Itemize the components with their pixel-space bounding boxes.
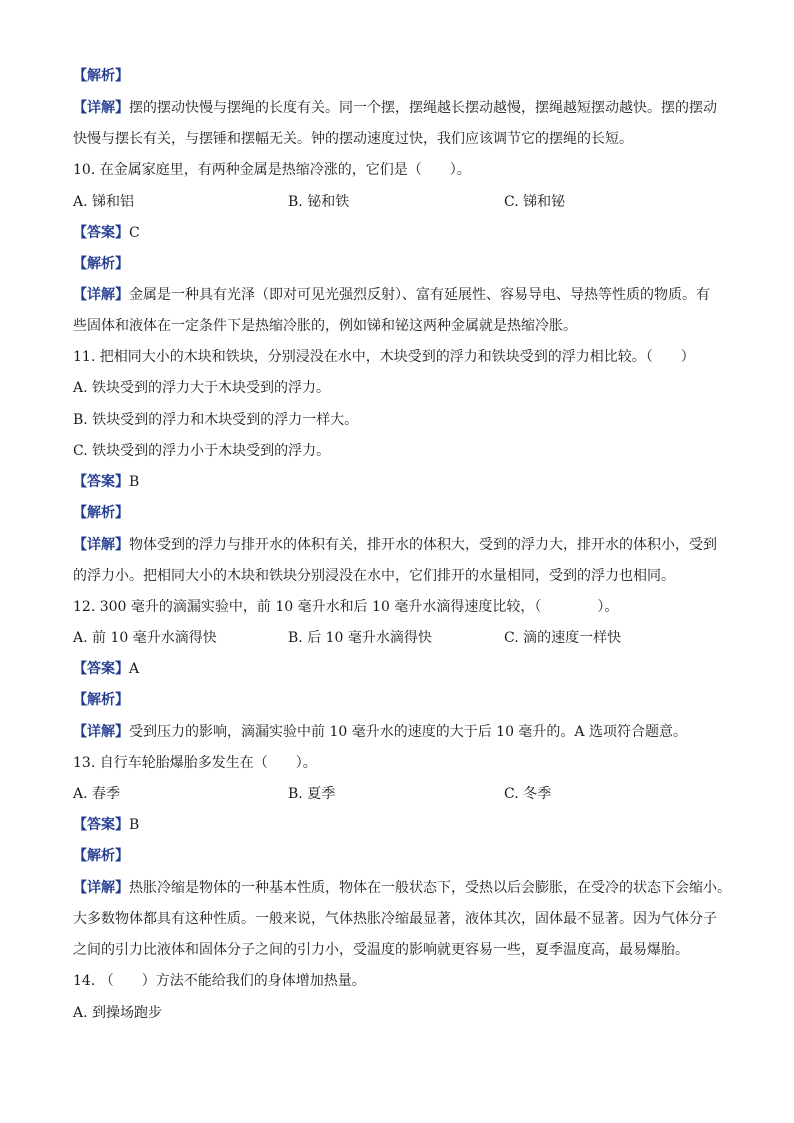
option-c: C. 锑和铋 (504, 194, 566, 210)
explanation-line: 大多数物体都具有这种性质。一般来说，气体热胀冷缩最显著，液体其次，固体最不显著。因为气体分子 (73, 911, 717, 927)
answer-10: 【答案】C (73, 225, 140, 241)
question-12: 12. 300 毫升的滴漏实验中，前 10 毫升水和后 10 毫升水滴得速度比较，（ ）。 (73, 599, 619, 615)
question-11: 11. 把相同大小的木块和铁块，分别浸没在水中，木块受到的浮力和铁块受到的浮力相比较。（ ） (73, 349, 695, 365)
explanation-line: 【详解】物体受到的浮力与排开水的体积有关，排开水的体积大，受到的浮力大，排开水的体积小，受到 (73, 537, 717, 553)
explanation-line: 【详解】热胀冷缩是物体的一种基本性质，物体在一般状态下，受热以后会膨胀，在受冷的状态下会缩小。 (73, 880, 731, 896)
explanation-line: 之间的引力比液体和固体分子之间的引力小，受温度的影响就更容易一些，夏季温度高，最易爆胎。 (73, 942, 689, 958)
option-c: C. 铁块受到的浮力小于木块受到的浮力。 (73, 443, 331, 459)
option-a: A. 到操场跑步 (73, 1005, 163, 1021)
question-10: 10. 在金属家庭里，有两种金属是热缩冷涨的，它们是（ ）。 (73, 162, 471, 178)
analysis-heading: 【解析】 (73, 505, 129, 521)
explanation-line: 些固体和液体在一定条件下是热缩冷胀的，例如锑和铋这两种金属就是热缩冷胀。 (73, 318, 577, 334)
explanation-line: 【详解】受到压力的影响，滴漏实验中前 10 毫升水的速度的大于后 10 毫升的。A 选项符合题意。 (73, 724, 687, 740)
option-b: B. 铁块受到的浮力和木块受到的浮力一样大。 (73, 412, 359, 428)
option-c: C. 滴的速度一样快 (504, 630, 622, 646)
option-a: A. 春季 (73, 786, 121, 802)
explanation-line: 的浮力小。把相同大小的木块和铁块分别浸没在水中，它们排开的水量相同，受到的浮力也相同。 (73, 568, 675, 584)
answer-12: 【答案】A (73, 661, 140, 677)
answer-11: 【答案】B (73, 474, 140, 490)
explanation-line: 【详解】摆的摆动快慢与摆绳的长度有关。同一个摆，摆绳越长摆动越慢，摆绳越短摆动越快。摆的摆动 (73, 100, 717, 116)
analysis-heading: 【解析】 (73, 692, 129, 708)
option-b: B. 后 10 毫升水滴得快 (288, 630, 432, 646)
answer-13: 【答案】B (73, 817, 140, 833)
option-a: A. 铁块受到的浮力大于木块受到的浮力。 (73, 380, 331, 396)
question-13: 13. 自行车轮胎爆胎多发生在（ ）。 (73, 755, 317, 771)
question-14: 14. （ ）方法不能给我们的身体增加热量。 (73, 973, 366, 989)
option-b: B. 夏季 (288, 786, 336, 802)
analysis-heading: 【解析】 (73, 68, 129, 84)
option-c: C. 冬季 (504, 786, 552, 802)
option-a: A. 前 10 毫升水滴得快 (73, 630, 217, 646)
analysis-heading: 【解析】 (73, 848, 129, 864)
option-a: A. 锑和铝 (73, 194, 135, 210)
analysis-heading: 【解析】 (73, 256, 129, 272)
option-b: B. 铋和铁 (288, 194, 350, 210)
explanation-line: 快慢与摆长有关，与摆锤和摆幅无关。钟的摆动速度过快，我们应该调节它的摆绳的长短。 (73, 131, 633, 147)
explanation-line: 【详解】金属是一种具有光泽（即对可见光强烈反射）、富有延展性、容易导电、导热等性质的物质。有 (73, 287, 710, 303)
